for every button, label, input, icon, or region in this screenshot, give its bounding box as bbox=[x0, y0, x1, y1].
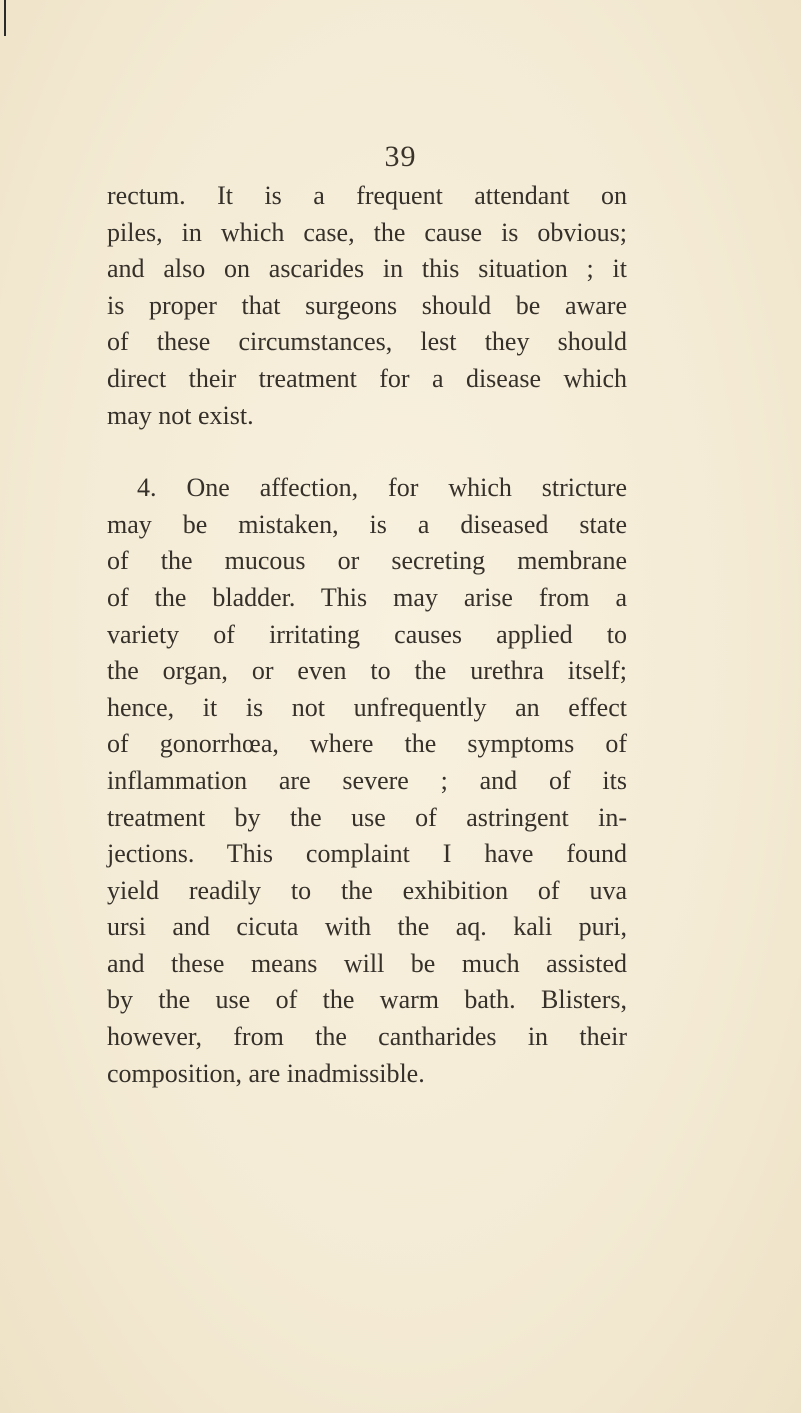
text-line: may be mistaken, is a diseased state bbox=[107, 509, 627, 539]
paragraph-2 bbox=[107, 470, 627, 1092]
text-line: of gonorrhœa, where the symptoms of bbox=[107, 729, 627, 759]
text-line: jections. This complaint I have found bbox=[107, 839, 627, 869]
text-line: of the bladder. This may arise from a bbox=[107, 582, 627, 612]
page-edge-mark bbox=[4, 0, 6, 36]
text-line: may not exist. bbox=[107, 400, 254, 430]
text-line: yield readily to the exhibition of uva bbox=[107, 875, 627, 905]
text-line: of these circumstances, lest they should bbox=[107, 327, 627, 357]
text-line: however, from the cantharides in their bbox=[107, 1022, 627, 1052]
text-line: and also on ascarides in this situation ; it bbox=[107, 254, 627, 284]
text-line: inflammation are severe ; and of its bbox=[107, 765, 627, 795]
text-line: direct their treatment for a disease which bbox=[107, 363, 627, 393]
text-line: 4. One affection, for which stricture bbox=[137, 473, 627, 503]
paragraph-gap bbox=[107, 434, 627, 470]
text-line: and these means will be much assisted bbox=[107, 948, 627, 978]
text-line: composition, are inadmissible. bbox=[107, 1058, 425, 1088]
text-line: by the use of the warm bath. Blisters, bbox=[107, 985, 627, 1015]
body-text bbox=[107, 178, 627, 1092]
text-line: rectum. It is a frequent attendant on bbox=[107, 181, 627, 210]
text-line: ursi and cicuta with the aq. kali puri, bbox=[107, 912, 627, 942]
text-line: piles, in which case, the cause is obvious; bbox=[107, 217, 627, 247]
page-number: 39 bbox=[384, 140, 417, 173]
text-line: hence, it is not unfrequently an effect bbox=[107, 692, 627, 722]
text-line: of the mucous or secreting membrane bbox=[107, 546, 627, 576]
text-line: variety of irritating causes applied to bbox=[107, 619, 627, 649]
text-line: treatment by the use of astringent in- bbox=[107, 802, 627, 832]
text-line: is proper that surgeons should be aware bbox=[107, 290, 627, 320]
paragraph-1 bbox=[107, 178, 627, 434]
text-line: the organ, or even to the urethra itself; bbox=[107, 656, 627, 686]
